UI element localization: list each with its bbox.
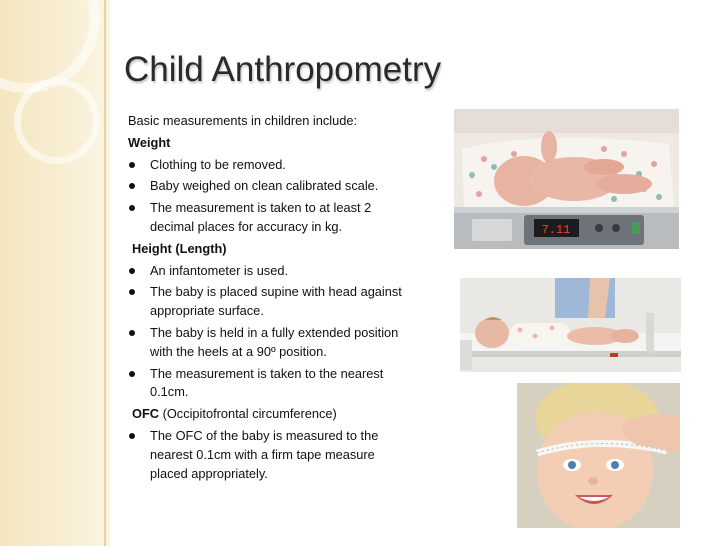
- bullet-text: The OFC of the baby is measured to the: [150, 427, 379, 443]
- bullet-text: The measurement is taken to the nearest: [150, 365, 384, 381]
- ofc-heading: OFC: [132, 406, 160, 422]
- bullet-text: nearest 0.1cm with a firm tape measure: [150, 446, 375, 462]
- band-divider: [104, 0, 106, 546]
- bullet-text: 0.1cm.: [150, 384, 189, 400]
- bullet-dot-icon: [129, 205, 135, 211]
- weight-bullet: [128, 199, 418, 237]
- infantometer-photo: [460, 278, 681, 372]
- bullet-dot-icon: [129, 162, 135, 168]
- infantometer-illustration: [460, 278, 681, 372]
- weight-heading: Weight: [128, 134, 171, 150]
- height-heading: Height (Length): [132, 240, 227, 256]
- bullet-text: Baby weighed on clean calibrated scale.: [150, 178, 379, 194]
- bullet-dot-icon: [129, 330, 135, 336]
- bullet-dot-icon: [129, 371, 135, 377]
- weight-bullet: [128, 156, 418, 175]
- baby-weighing-illustration: [454, 109, 679, 249]
- height-bullet: [128, 365, 418, 403]
- decorative-ring-small: [14, 78, 100, 164]
- scale-reading: 7.11: [541, 223, 571, 237]
- ofc-heading-row: [128, 405, 418, 424]
- bullet-text: decimal places for accuracy in kg.: [150, 218, 343, 234]
- bullet-text: An infantometer is used.: [150, 262, 288, 278]
- weight-bullet: [128, 177, 418, 196]
- bullet-text: placed appropriately.: [150, 465, 268, 481]
- bullet-text: The measurement is taken to at least 2: [150, 200, 372, 216]
- baby-weighing-photo: [454, 109, 679, 249]
- ofc-measurement-illustration: [517, 383, 680, 528]
- bullet-text: The baby is held in a fully extended position: [150, 324, 399, 340]
- ofc-heading-note: (Occipitofrontal circumference): [162, 406, 337, 422]
- bullet-dot-icon: [129, 433, 135, 439]
- height-bullet: [128, 283, 418, 321]
- height-bullet: [128, 262, 418, 281]
- bullet-text: Clothing to be removed.: [150, 156, 286, 172]
- ofc-measurement-photo: [517, 383, 680, 528]
- bullet-text: with the heels at a 90º position.: [150, 343, 327, 359]
- bullet-dot-icon: [129, 268, 135, 274]
- intro-text: Basic measurements in children include:: [128, 113, 358, 128]
- height-bullet: [128, 324, 418, 362]
- ofc-bullet: [128, 427, 418, 483]
- bullet-dot-icon: [129, 183, 135, 189]
- bullet-text: The baby is placed supine with head against: [150, 284, 402, 300]
- bullet-dot-icon: [129, 289, 135, 295]
- slide-body: [128, 112, 418, 483]
- bullet-text: appropriate surface.: [150, 303, 264, 319]
- slide-title: Child Anthropometry: [124, 50, 442, 89]
